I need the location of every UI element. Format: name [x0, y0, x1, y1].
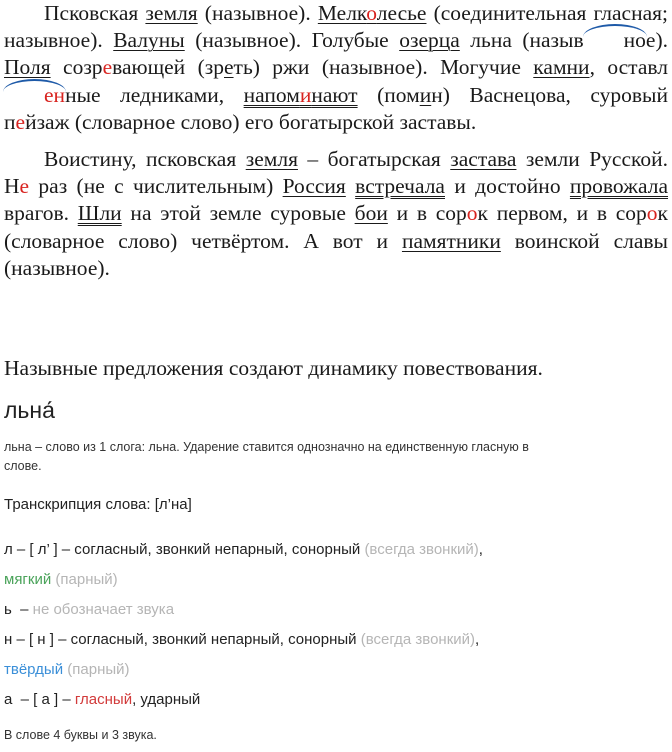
marked-text: е — [19, 174, 30, 199]
letter-n-line: н – [ н ] – согласный, звонкий непарный, сонорный (всегда звонкий), — [4, 631, 480, 648]
letter-n-note: (всегда звонкий) — [360, 631, 476, 648]
marked-text: камни — [533, 55, 590, 80]
marked-text: Мелколесье — [317, 1, 427, 25]
marked-text: е — [102, 55, 113, 80]
essay-text — [4, 0, 668, 282]
marked-text: Россия — [282, 174, 346, 199]
marked-text: Валуны — [113, 28, 185, 53]
marked-text: ен — [4, 82, 65, 109]
hard-label: твёрдый — [4, 661, 64, 678]
marked-text: земля — [145, 1, 198, 25]
letter-n-hardness — [4, 661, 130, 678]
letter-n-desc: н – [ н ] – согласный, звонкий непарный, сонорный — [4, 631, 357, 648]
marked-text: земля — [245, 147, 298, 172]
soft-sign-note: не обозначает звука — [32, 601, 175, 618]
marked-text: Поля — [4, 55, 51, 80]
marked-text: встречала — [355, 174, 445, 199]
letter-a-line — [4, 691, 200, 708]
paragraph-2: Воистину, псковская земля – богатырская застава земли Русской. Не раз (не с числительным) Россия встречала и достойно провожала врагов. Шли на этой земле суровые бои и в сорок первом, и в сорок (словарное слово) четвёртом. А вот и памятники воинской славы (назывное). — [4, 147, 669, 280]
marked-text: е — [15, 109, 26, 134]
marked-text: и — [419, 82, 432, 107]
marked-text: и — [299, 82, 312, 107]
marked-text: о — [366, 1, 377, 25]
soft-sign-letter: ь – — [4, 601, 33, 618]
analyzed-word: льна́ — [4, 397, 55, 423]
letter-l-line: л – [ л’ ] – согласный, звонкий непарный, сонорный (всегда звонкий), — [4, 541, 483, 558]
soft-sign-line — [4, 601, 174, 618]
soft-label: мягкий — [4, 571, 52, 588]
letter-l-softness — [4, 571, 118, 588]
paragraph-1: Псковская земля (назывное). Мелколесье (соединительная гласная; назывное). Валуны (назывное). Голубые озерца льна (назыв ное). Поля созревающей (зреть) ржи (назывное). Могучие камни, оставленные ледниками, напоминают (помин) Васнецова, суровый пейзаж (словарное слово) его богатырской заставы. — [4, 1, 668, 134]
stress-label: , ударный — [132, 691, 201, 708]
letter-a-desc: а – [ а ] – — [4, 691, 75, 708]
summary-sentence: Назывные предложения создают динамику повествования. — [4, 356, 543, 380]
marked-text: е — [224, 55, 234, 80]
marked-text: памятники — [401, 228, 501, 253]
marked-text: напоминают — [243, 82, 358, 107]
vowel-label: гласный — [74, 691, 133, 708]
letter-sound-count: В слове 4 буквы и 3 звука. — [4, 728, 157, 742]
marked-text: бои — [354, 201, 388, 226]
letter-l-note: (всегда звонкий) — [364, 541, 479, 558]
marked-text: но — [584, 27, 646, 54]
hard-pair-note: (парный) — [67, 661, 130, 678]
letter-l-desc: л – [ л’ ] – согласный, звонкий непарный, сонорный — [4, 541, 361, 558]
marked-text: провожала — [569, 174, 669, 199]
syllable-info: льна – слово из 1 слога: льна. Ударение ставится однозначно на единственную гласную в слове. — [4, 440, 529, 473]
marked-text: о — [466, 201, 478, 226]
marked-text: застава — [450, 147, 517, 172]
transcription: Транскрипция слова: [л’на] — [4, 496, 192, 513]
marked-text: о — [646, 201, 658, 226]
marked-text: Шли — [77, 201, 122, 226]
soft-pair-note: (парный) — [55, 571, 118, 588]
marked-text: озерца — [399, 28, 460, 53]
